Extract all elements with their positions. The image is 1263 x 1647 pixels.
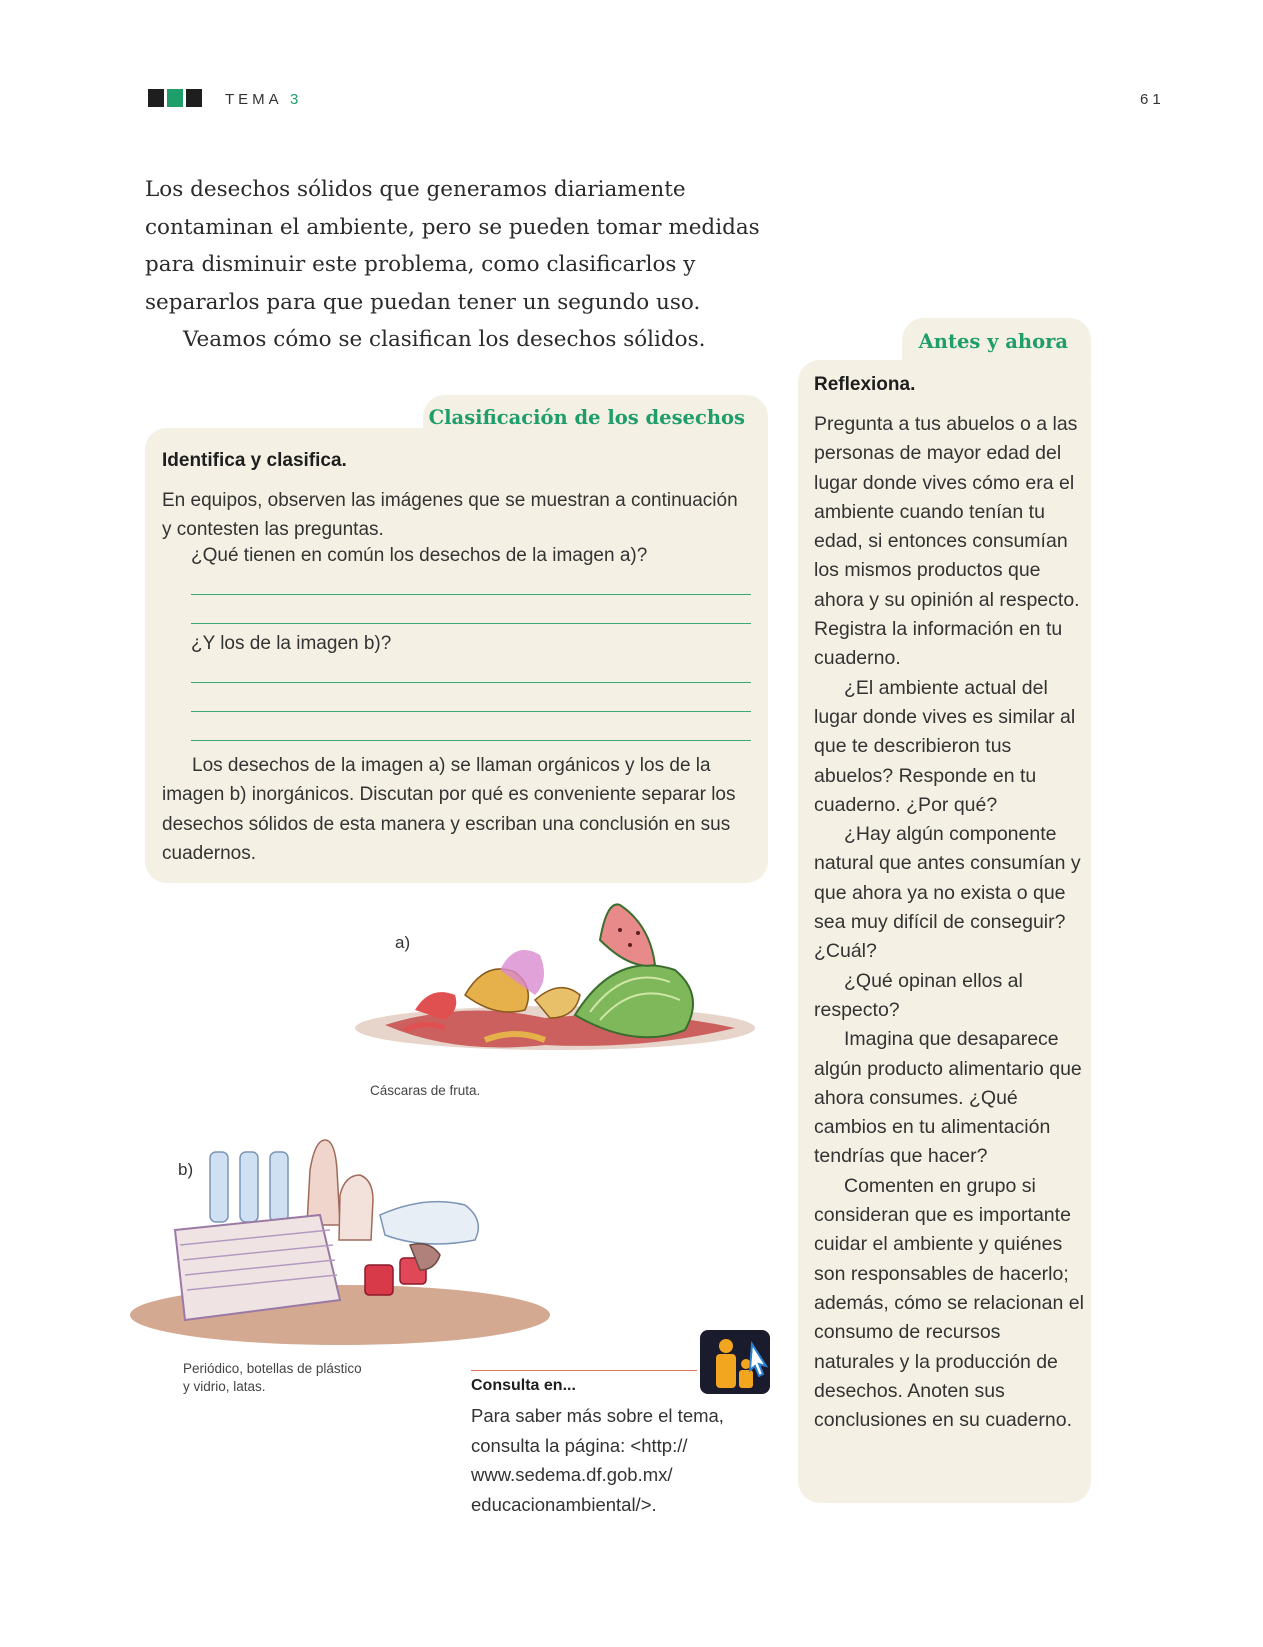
sidebar-title: Reflexiona. <box>814 374 916 395</box>
sidebar-paragraph: ¿Qué opinan ellos al respecto? <box>814 969 1023 1021</box>
question-1: ¿Qué tienen en común los desechos de la imagen a)? <box>191 545 648 566</box>
consulta-divider <box>471 1370 697 1371</box>
fruit-peels-illustration <box>345 900 765 1085</box>
sidebar-body <box>814 410 1084 1435</box>
figure-a-caption: Cáscaras de fruta. <box>370 1083 481 1098</box>
sidebar-paragraph: ¿Hay algún componente natural que antes consumían y que ahora ya no exista o que sea muy difícil de conseguir? ¿Cuál? <box>814 823 1081 963</box>
sidebar-paragraph: Comenten en grupo si consideran que es importante cuidar el ambiente y quiénes son responsables de hacerlo; además, cómo se relacionan el consumo de recursos naturales y la producción de desechos. Anoten sus conclusiones en su cuaderno. <box>814 1174 1084 1432</box>
activity-tab-label: Clasificación de los desechos <box>428 406 745 429</box>
figure-b-caption-line: y vidrio, latas. <box>183 1379 266 1394</box>
sidebar-tab-label: Antes y ahora <box>918 330 1068 353</box>
section-heading <box>225 91 302 108</box>
sidebar-paragraph: Imagina que desaparece algún producto alimentario que ahora consumes. ¿Qué cambios en tu alimentación tendrías que hacer? <box>814 1028 1082 1168</box>
sidebar-paragraph: Pregunta a tus abuelos o a las personas de mayor edad del lugar donde vives cómo era el ambiente cuando tenían tu edad, si entonces consumían los mismos productos que ahora y su opinión al respecto. Registra la información en tu cuaderno. <box>814 413 1080 670</box>
instructions-text: En equipos, observen las imágenes que se muestran a continuación y contesten las preguntas. <box>162 490 738 541</box>
consulta-body: Para saber más sobre el tema, consulta la página: <http:// www.sedema.df.gob.mx/ educacionambiental/>. <box>471 1405 724 1515</box>
answer-line[interactable] <box>191 740 751 741</box>
figure-b-caption <box>183 1360 362 1396</box>
consulta-title: Consulta en... <box>471 1377 576 1394</box>
section-word: TEMA <box>225 91 282 108</box>
answer-line[interactable] <box>191 623 751 624</box>
intro-text <box>145 171 785 359</box>
inorganic-waste-illustration <box>125 1130 560 1355</box>
figure-b-caption-line: Periódico, botellas de plástico <box>183 1361 362 1376</box>
closing-text: Los desechos de la imagen a) se llaman orgánicos y los de la imagen b) inorgánicos. Discutan por qué es conveniente separar los desechos sólidos de esta manera y escriban una conclusión en sus cuadernos. <box>162 755 736 864</box>
activity-closing <box>162 751 752 868</box>
figure-a-label: a) <box>395 933 411 952</box>
section-marker <box>148 89 202 107</box>
activity-instructions <box>162 486 752 545</box>
intro-paragraph: Los desechos sólidos que generamos diariamente contaminan el ambiente, pero se pueden tomar medidas para disminuir este problema, como clasificarlos y separarlos para que puedan tener un segundo uso. <box>145 177 760 315</box>
answer-line[interactable] <box>191 594 751 595</box>
sidebar-paragraph: ¿El ambiente actual del lugar donde vives es similar al que te describieron tus abuelos? Responde en tu cuaderno. ¿Por qué? <box>814 676 1076 816</box>
figure-b-label: b) <box>178 1160 194 1179</box>
page-number: 61 <box>1140 91 1165 108</box>
intro-paragraph: Veamos cómo se clasifican los desechos sólidos. <box>183 327 706 352</box>
people-cursor-icon <box>700 1330 770 1394</box>
section-number: 3 <box>290 91 303 108</box>
answer-line[interactable] <box>191 711 751 712</box>
answer-line[interactable] <box>191 682 751 683</box>
activity-title: Identifica y clasifica. <box>162 450 347 471</box>
question-2: ¿Y los de la imagen b)? <box>191 633 392 654</box>
